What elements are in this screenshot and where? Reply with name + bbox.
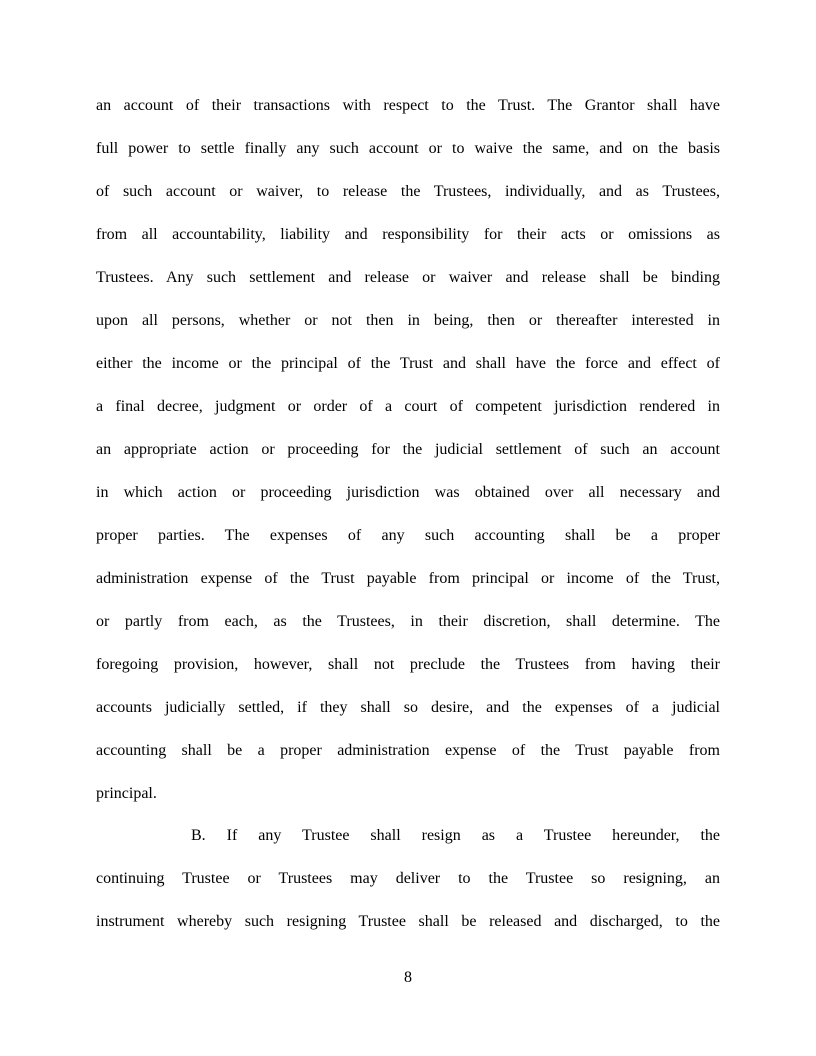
paragraph-a-line-13: or partly from each, as the Trustees, in their discretion, shall determine. The: [96, 613, 720, 630]
paragraph-a-line-5: Trustees. Any such settlement and release or waiver and release shall be binding: [96, 269, 720, 286]
paragraph-a-line-8: a final decree, judgment or order of a court of competent jurisdiction rendered in: [96, 398, 720, 415]
paragraph-a-line-14: foregoing provision, however, shall not preclude the Trustees from having their: [96, 656, 720, 673]
paragraph-b-line-1: B. If any Trustee shall resign as a Trustee hereunder, the: [191, 827, 720, 844]
paragraph-a-line-6: upon all persons, whether or not then in being, then or thereafter interested in: [96, 312, 720, 329]
paragraph-a-line-9: an appropriate action or proceeding for the judicial settlement of such an account: [96, 441, 720, 458]
paragraph-a-line-4: from all accountability, liability and responsibility for their acts or omissions as: [96, 226, 720, 243]
page-number: 8: [404, 969, 412, 986]
paragraph-a-line-12: administration expense of the Trust payable from principal or income of the Trust,: [96, 570, 720, 587]
paragraph-b-line-2: continuing Trustee or Trustees may deliver to the Trustee so resigning, an: [96, 870, 720, 887]
paragraph-b-line-3: instrument whereby such resigning Trustee shall be released and discharged, to the: [96, 913, 720, 930]
paragraph-a-line-17: principal.: [96, 785, 157, 802]
paragraph-a-line-2: full power to settle finally any such account or to waive the same, and on the basis: [96, 140, 720, 157]
paragraph-a-line-15: accounts judicially settled, if they shall so desire, and the expenses of a judicial: [96, 699, 720, 716]
paragraph-a-line-3: of such account or waiver, to release the Trustees, individually, and as Trustees,: [96, 183, 720, 200]
paragraph-a-line-7: either the income or the principal of the Trust and shall have the force and effect of: [96, 355, 720, 372]
paragraph-a-line-11: proper parties. The expenses of any such accounting shall be a proper: [96, 527, 720, 544]
paragraph-a-line-10: in which action or proceeding jurisdiction was obtained over all necessary and: [96, 484, 720, 501]
paragraph-a-line-1: an account of their transactions with respect to the Trust. The Grantor shall have: [96, 97, 720, 114]
paragraph-a-line-16: accounting shall be a proper administration expense of the Trust payable from: [96, 742, 720, 759]
